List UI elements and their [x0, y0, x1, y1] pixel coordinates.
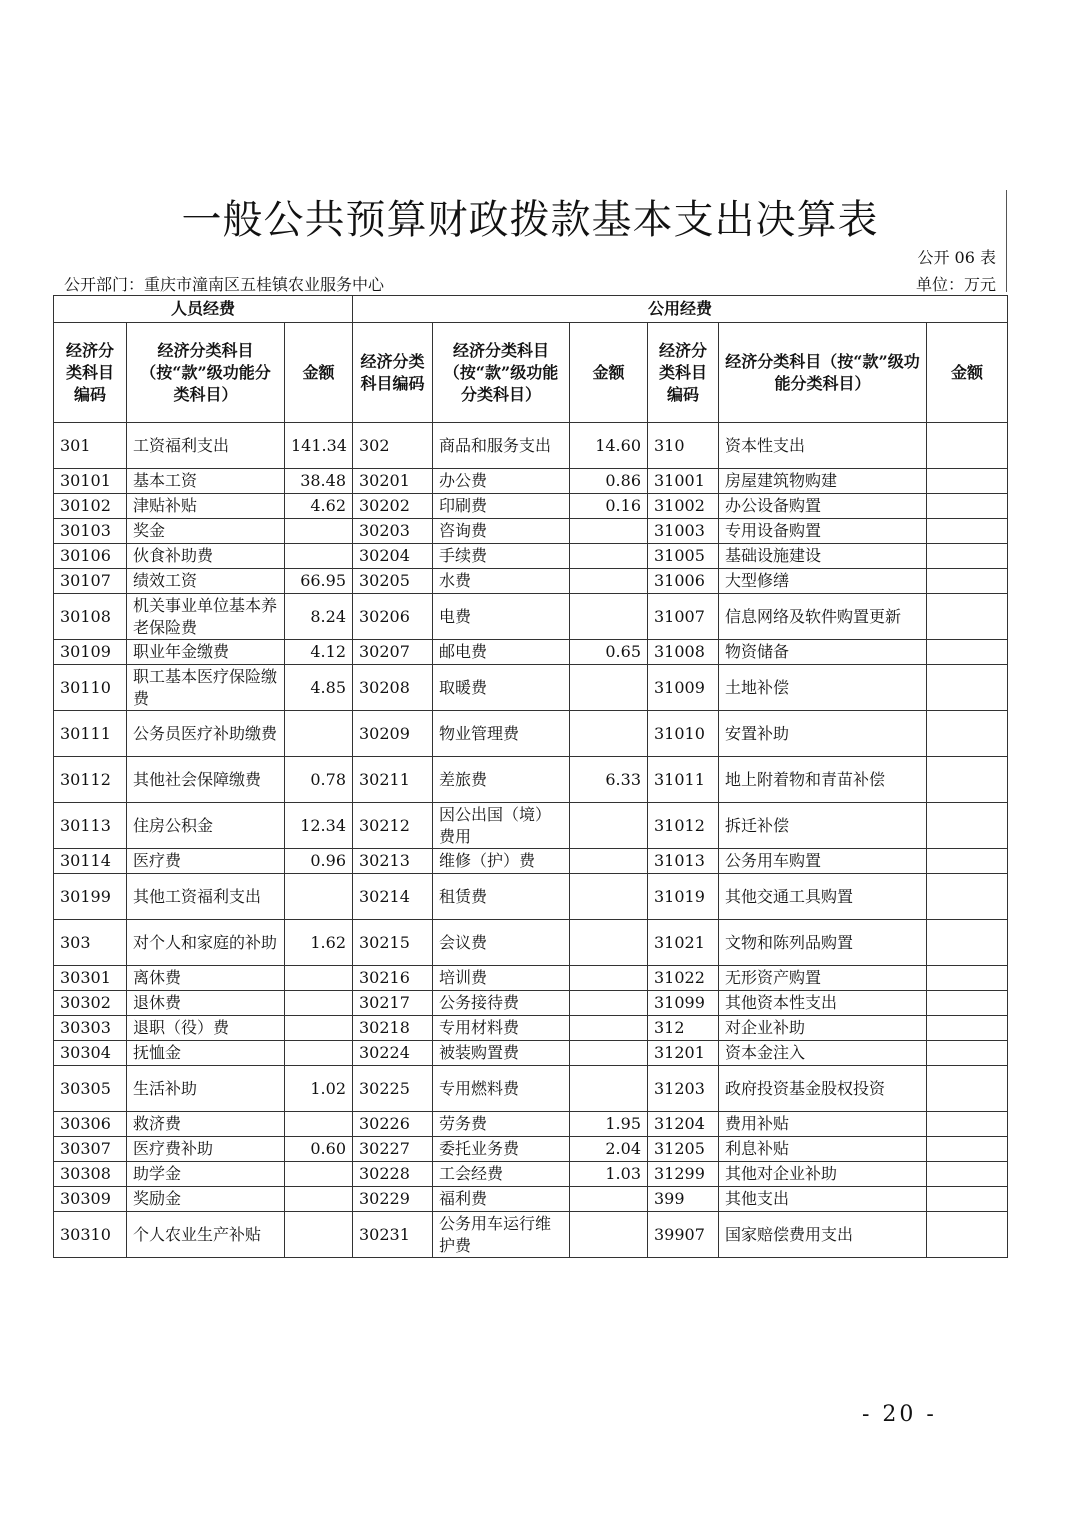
unit-label: 单位：万元	[915, 275, 996, 294]
table-row	[54, 569, 1008, 594]
amount-cell	[927, 991, 1008, 1016]
amount-cell	[927, 803, 1008, 849]
amount-cell: 1.02	[285, 1066, 353, 1112]
amount-cell: 0.16	[570, 494, 648, 519]
amount-cell	[570, 920, 648, 966]
name-cell: 基础设施建设	[719, 544, 927, 569]
amount-cell: 0.60	[285, 1137, 353, 1162]
header-code-1: 经济分类科目编码	[54, 323, 127, 423]
department-label: 公开部门：重庆市潼南区五桂镇农业服务中心	[64, 275, 385, 294]
amount-cell	[570, 519, 648, 544]
code-cell: 31013	[648, 849, 719, 874]
header-code-2: 经济分类科目编码	[353, 323, 433, 423]
table-row	[54, 920, 1008, 966]
code-cell: 30111	[54, 711, 127, 757]
amount-cell	[927, 1041, 1008, 1066]
code-cell: 31012	[648, 803, 719, 849]
header-name-1: 经济分类科目（按“款”级功能分类科目）	[127, 323, 285, 423]
code-cell: 31022	[648, 966, 719, 991]
amount-cell	[285, 966, 353, 991]
amount-cell	[285, 544, 353, 569]
amount-cell	[927, 874, 1008, 920]
code-cell: 30302	[54, 991, 127, 1016]
name-cell: 物业管理费	[433, 711, 570, 757]
amount-cell	[570, 1066, 648, 1112]
table-row	[54, 640, 1008, 665]
amount-cell: 1.62	[285, 920, 353, 966]
name-cell: 电费	[433, 594, 570, 640]
name-cell: 奖金	[127, 519, 285, 544]
amount-cell	[285, 711, 353, 757]
table-row	[54, 1137, 1008, 1162]
code-cell: 30301	[54, 966, 127, 991]
name-cell: 无形资产购置	[719, 966, 927, 991]
name-cell: 印刷费	[433, 494, 570, 519]
name-cell: 劳务费	[433, 1112, 570, 1137]
amount-cell	[927, 1112, 1008, 1137]
table-row	[54, 1212, 1008, 1258]
name-cell: 伙食补助费	[127, 544, 285, 569]
name-cell: 工资福利支出	[127, 423, 285, 469]
name-cell: 救济费	[127, 1112, 285, 1137]
code-cell: 31003	[648, 519, 719, 544]
amount-cell	[927, 1162, 1008, 1187]
table-row	[54, 803, 1008, 849]
code-cell: 30201	[353, 469, 433, 494]
code-cell: 30199	[54, 874, 127, 920]
table-number: 公开 06 表	[917, 248, 996, 267]
header-amount-2: 金额	[570, 323, 648, 423]
name-cell: 土地补偿	[719, 665, 927, 711]
header-amount-1: 金额	[285, 323, 353, 423]
amount-cell	[927, 1137, 1008, 1162]
amount-cell: 4.12	[285, 640, 353, 665]
code-cell: 30231	[353, 1212, 433, 1258]
amount-cell	[927, 423, 1008, 469]
amount-cell	[927, 711, 1008, 757]
name-cell: 拆迁补偿	[719, 803, 927, 849]
code-cell: 30217	[353, 991, 433, 1016]
name-cell: 大型修缮	[719, 569, 927, 594]
amount-cell	[927, 920, 1008, 966]
code-cell: 31005	[648, 544, 719, 569]
amount-cell	[927, 1187, 1008, 1212]
table-row	[54, 665, 1008, 711]
amount-cell	[285, 874, 353, 920]
amount-cell	[570, 966, 648, 991]
amount-cell	[927, 1016, 1008, 1041]
amount-cell	[927, 966, 1008, 991]
name-cell: 物资储备	[719, 640, 927, 665]
code-cell: 30216	[353, 966, 433, 991]
amount-cell	[285, 1187, 353, 1212]
amount-cell	[285, 991, 353, 1016]
code-cell: 30209	[353, 711, 433, 757]
amount-cell	[927, 757, 1008, 803]
amount-cell: 0.96	[285, 849, 353, 874]
amount-cell	[285, 519, 353, 544]
name-cell: 退休费	[127, 991, 285, 1016]
table-row	[54, 966, 1008, 991]
amount-cell	[927, 665, 1008, 711]
amount-cell: 14.60	[570, 423, 648, 469]
name-cell: 抚恤金	[127, 1041, 285, 1066]
amount-cell	[927, 569, 1008, 594]
name-cell: 安置补助	[719, 711, 927, 757]
name-cell: 委托业务费	[433, 1137, 570, 1162]
name-cell: 费用补贴	[719, 1112, 927, 1137]
amount-cell	[570, 594, 648, 640]
code-cell: 31010	[648, 711, 719, 757]
name-cell: 其他支出	[719, 1187, 927, 1212]
amount-cell	[927, 849, 1008, 874]
name-cell: 基本工资	[127, 469, 285, 494]
name-cell: 利息补贴	[719, 1137, 927, 1162]
name-cell: 资本性支出	[719, 423, 927, 469]
amount-cell	[570, 1212, 648, 1258]
name-cell: 离休费	[127, 966, 285, 991]
code-cell: 30212	[353, 803, 433, 849]
amount-cell	[570, 711, 648, 757]
name-cell: 津贴补贴	[127, 494, 285, 519]
code-cell: 31002	[648, 494, 719, 519]
code-cell: 30207	[353, 640, 433, 665]
name-cell: 对个人和家庭的补助	[127, 920, 285, 966]
code-cell: 30101	[54, 469, 127, 494]
name-cell: 被装购置费	[433, 1041, 570, 1066]
amount-cell	[570, 874, 648, 920]
page-title: 一般公共预算财政拨款基本支出决算表	[181, 197, 879, 243]
name-cell: 公务员医疗补助缴费	[127, 711, 285, 757]
code-cell: 30102	[54, 494, 127, 519]
name-cell: 机关事业单位基本养老保险费	[127, 594, 285, 640]
name-cell: 因公出国（境）费用	[433, 803, 570, 849]
amount-cell: 2.04	[570, 1137, 648, 1162]
code-cell: 31009	[648, 665, 719, 711]
name-cell: 专用燃料费	[433, 1066, 570, 1112]
code-cell: 30305	[54, 1066, 127, 1112]
name-cell: 国家赔偿费用支出	[719, 1212, 927, 1258]
name-cell: 对企业补助	[719, 1016, 927, 1041]
name-cell: 其他工资福利支出	[127, 874, 285, 920]
code-cell: 399	[648, 1187, 719, 1212]
code-cell: 30215	[353, 920, 433, 966]
table-row	[54, 1187, 1008, 1212]
code-cell: 30202	[353, 494, 433, 519]
page-number: - 20 -	[862, 1402, 937, 1427]
table-row	[54, 519, 1008, 544]
name-cell: 资本金注入	[719, 1041, 927, 1066]
amount-cell	[570, 849, 648, 874]
column-header-row	[54, 323, 1008, 423]
amount-cell	[570, 1016, 648, 1041]
amount-cell	[570, 803, 648, 849]
code-cell: 30112	[54, 757, 127, 803]
name-cell: 手续费	[433, 544, 570, 569]
table-row	[54, 1041, 1008, 1066]
code-cell: 30114	[54, 849, 127, 874]
amount-cell	[285, 1162, 353, 1187]
amount-cell	[570, 544, 648, 569]
amount-cell: 4.62	[285, 494, 353, 519]
code-cell: 30108	[54, 594, 127, 640]
amount-cell	[927, 544, 1008, 569]
expenditure-table	[53, 295, 1008, 1258]
code-cell: 31205	[648, 1137, 719, 1162]
code-cell: 30208	[353, 665, 433, 711]
table-row	[54, 544, 1008, 569]
code-cell: 31011	[648, 757, 719, 803]
amount-cell	[927, 594, 1008, 640]
amount-cell	[927, 494, 1008, 519]
amount-cell: 6.33	[570, 757, 648, 803]
amount-cell: 0.65	[570, 640, 648, 665]
code-cell: 30109	[54, 640, 127, 665]
name-cell: 其他社会保障缴费	[127, 757, 285, 803]
code-cell: 30306	[54, 1112, 127, 1137]
name-cell: 福利费	[433, 1187, 570, 1212]
amount-cell	[570, 665, 648, 711]
table-row	[54, 469, 1008, 494]
table-row	[54, 1066, 1008, 1112]
code-cell: 30310	[54, 1212, 127, 1258]
name-cell: 其他资本性支出	[719, 991, 927, 1016]
code-cell: 30307	[54, 1137, 127, 1162]
code-cell: 30218	[353, 1016, 433, 1041]
code-cell: 30103	[54, 519, 127, 544]
code-cell: 30228	[353, 1162, 433, 1187]
name-cell: 医疗费	[127, 849, 285, 874]
amount-cell: 66.95	[285, 569, 353, 594]
amount-cell	[570, 569, 648, 594]
name-cell: 信息网络及软件购置更新	[719, 594, 927, 640]
code-cell: 39907	[648, 1212, 719, 1258]
name-cell: 商品和服务支出	[433, 423, 570, 469]
table-row	[54, 711, 1008, 757]
name-cell: 绩效工资	[127, 569, 285, 594]
amount-cell: 1.95	[570, 1112, 648, 1137]
amount-cell	[570, 1187, 648, 1212]
code-cell: 31006	[648, 569, 719, 594]
name-cell: 专用材料费	[433, 1016, 570, 1041]
group-header-row	[54, 296, 1008, 323]
code-cell: 30206	[353, 594, 433, 640]
name-cell: 培训费	[433, 966, 570, 991]
name-cell: 其他交通工具购置	[719, 874, 927, 920]
name-cell: 退职（役）费	[127, 1016, 285, 1041]
name-cell: 专用设备购置	[719, 519, 927, 544]
amount-cell	[927, 1212, 1008, 1258]
amount-cell	[570, 991, 648, 1016]
name-cell: 职工基本医疗保险缴费	[127, 665, 285, 711]
table-row	[54, 874, 1008, 920]
name-cell: 咨询费	[433, 519, 570, 544]
group-public: 公用经费	[353, 296, 1008, 323]
amount-cell	[285, 1041, 353, 1066]
amount-cell	[927, 469, 1008, 494]
name-cell: 水费	[433, 569, 570, 594]
amount-cell: 8.24	[285, 594, 353, 640]
amount-cell	[285, 1212, 353, 1258]
code-cell: 30203	[353, 519, 433, 544]
header-name-2: 经济分类科目（按“款”级功能分类科目）	[433, 323, 570, 423]
header-name-3: 经济分类科目（按“款”级功能分类科目）	[719, 323, 927, 423]
table-row	[54, 423, 1008, 469]
name-cell: 维修（护）费	[433, 849, 570, 874]
code-cell: 30227	[353, 1137, 433, 1162]
name-cell: 政府投资基金股权投资	[719, 1066, 927, 1112]
group-personnel: 人员经费	[54, 296, 353, 323]
code-cell: 312	[648, 1016, 719, 1041]
amount-cell	[285, 1016, 353, 1041]
code-cell: 31001	[648, 469, 719, 494]
code-cell: 31201	[648, 1041, 719, 1066]
table-row	[54, 849, 1008, 874]
code-cell: 30204	[353, 544, 433, 569]
table-row	[54, 1162, 1008, 1187]
name-cell: 奖励金	[127, 1187, 285, 1212]
code-cell: 30211	[353, 757, 433, 803]
name-cell: 办公费	[433, 469, 570, 494]
code-cell: 30214	[353, 874, 433, 920]
table-row	[54, 991, 1008, 1016]
code-cell: 31204	[648, 1112, 719, 1137]
code-cell: 303	[54, 920, 127, 966]
code-cell: 30304	[54, 1041, 127, 1066]
code-cell: 30226	[353, 1112, 433, 1137]
name-cell: 助学金	[127, 1162, 285, 1187]
code-cell: 31021	[648, 920, 719, 966]
table-row	[54, 1016, 1008, 1041]
code-cell: 31019	[648, 874, 719, 920]
amount-cell: 4.85	[285, 665, 353, 711]
code-cell: 30225	[353, 1066, 433, 1112]
amount-cell	[927, 1066, 1008, 1112]
code-cell: 31008	[648, 640, 719, 665]
name-cell: 地上附着物和青苗补偿	[719, 757, 927, 803]
name-cell: 房屋建筑物购建	[719, 469, 927, 494]
name-cell: 住房公积金	[127, 803, 285, 849]
name-cell: 差旅费	[433, 757, 570, 803]
table-body	[54, 423, 1008, 1258]
name-cell: 公务用车运行维护费	[433, 1212, 570, 1258]
name-cell: 会议费	[433, 920, 570, 966]
name-cell: 职业年金缴费	[127, 640, 285, 665]
amount-cell: 1.03	[570, 1162, 648, 1187]
amount-cell	[570, 1041, 648, 1066]
header-code-3: 经济分类科目编码	[648, 323, 719, 423]
amount-cell	[285, 1112, 353, 1137]
code-cell: 301	[54, 423, 127, 469]
table-row	[54, 494, 1008, 519]
code-cell: 30303	[54, 1016, 127, 1041]
code-cell: 30205	[353, 569, 433, 594]
table-row	[54, 594, 1008, 640]
code-cell: 30113	[54, 803, 127, 849]
code-cell: 30110	[54, 665, 127, 711]
name-cell: 公务用车购置	[719, 849, 927, 874]
name-cell: 取暖费	[433, 665, 570, 711]
name-cell: 其他对企业补助	[719, 1162, 927, 1187]
amount-cell: 38.48	[285, 469, 353, 494]
name-cell: 办公设备购置	[719, 494, 927, 519]
name-cell: 生活补助	[127, 1066, 285, 1112]
name-cell: 邮电费	[433, 640, 570, 665]
header-amount-3: 金额	[927, 323, 1008, 423]
code-cell: 302	[353, 423, 433, 469]
code-cell: 30107	[54, 569, 127, 594]
code-cell: 30224	[353, 1041, 433, 1066]
code-cell: 30106	[54, 544, 127, 569]
amount-cell	[927, 640, 1008, 665]
code-cell: 31007	[648, 594, 719, 640]
amount-cell: 12.34	[285, 803, 353, 849]
code-cell: 31299	[648, 1162, 719, 1187]
code-cell: 30309	[54, 1187, 127, 1212]
name-cell: 公务接待费	[433, 991, 570, 1016]
code-cell: 30213	[353, 849, 433, 874]
name-cell: 医疗费补助	[127, 1137, 285, 1162]
amount-cell: 0.78	[285, 757, 353, 803]
table-row	[54, 757, 1008, 803]
amount-cell: 0.86	[570, 469, 648, 494]
code-cell: 30308	[54, 1162, 127, 1187]
name-cell: 个人农业生产补贴	[127, 1212, 285, 1258]
code-cell: 310	[648, 423, 719, 469]
table-row	[54, 1112, 1008, 1137]
code-cell: 31099	[648, 991, 719, 1016]
name-cell: 工会经费	[433, 1162, 570, 1187]
amount-cell: 141.34	[285, 423, 353, 469]
name-cell: 文物和陈列品购置	[719, 920, 927, 966]
name-cell: 租赁费	[433, 874, 570, 920]
code-cell: 30229	[353, 1187, 433, 1212]
amount-cell	[927, 519, 1008, 544]
code-cell: 31203	[648, 1066, 719, 1112]
